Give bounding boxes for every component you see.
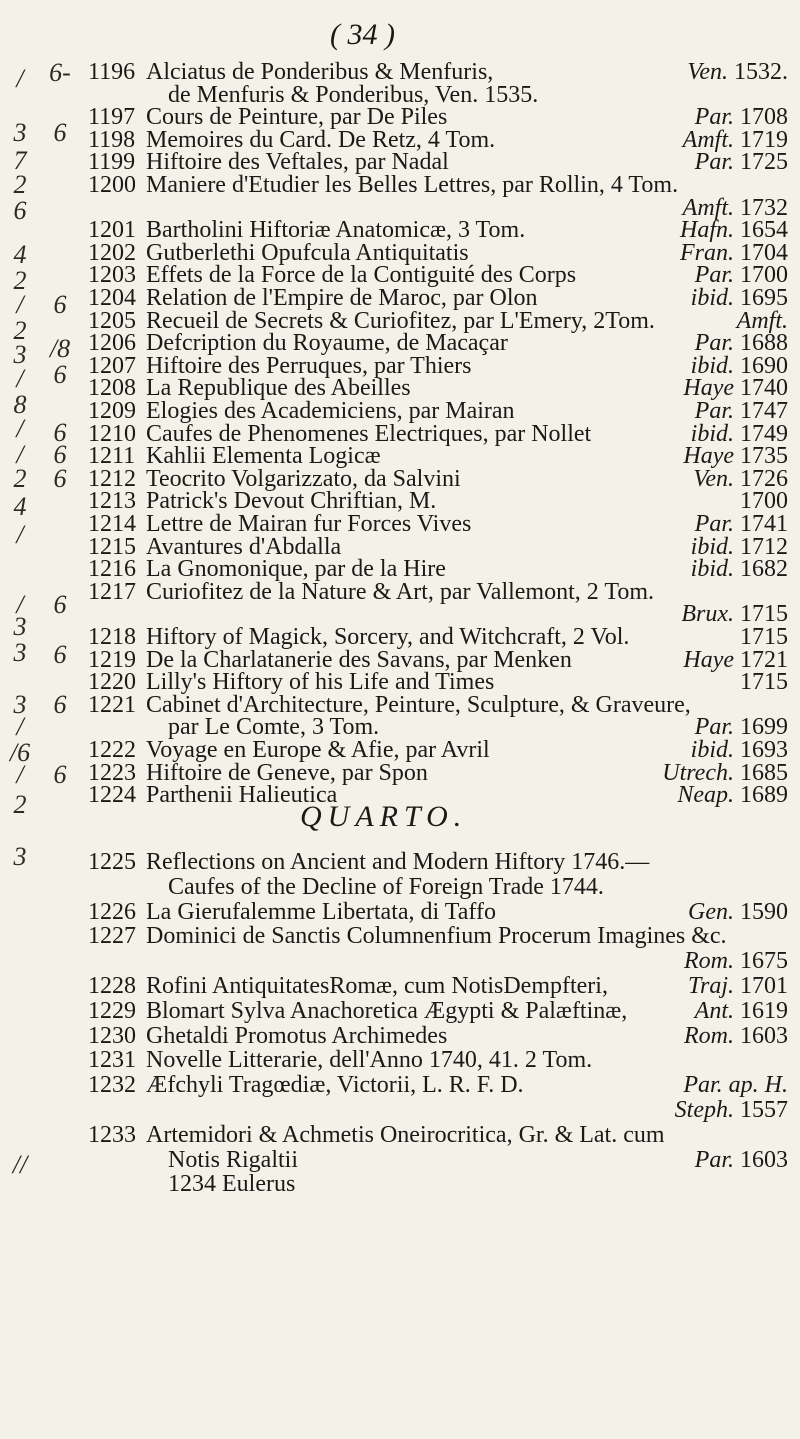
entry-title: Relation de l'Empire de Maroc, par Olon (146, 285, 538, 311)
margin-mark: / (16, 760, 24, 789)
entry-title: Teocrito Volgarizzato, da Salvini (146, 465, 461, 492)
entry-year: 1740 (734, 375, 788, 402)
entry-title: Caufes of the Decline of Foreign Trade 1744. (168, 873, 604, 900)
margin-mark: 3 (13, 340, 27, 369)
margin-mark: // (12, 1150, 28, 1179)
entry-number: 1201 (88, 217, 136, 244)
margin-mark: 2 (13, 316, 27, 345)
entry-imprint (677, 781, 788, 809)
margin-mark: 2 (13, 464, 27, 493)
margin-mark: / (16, 590, 24, 619)
entry-number: 1233 (88, 1121, 136, 1148)
margin-mark: 3 (13, 690, 27, 719)
handwritten-note: /8 (49, 334, 71, 363)
entry-year: 1708 (734, 104, 788, 131)
entry-title: Memoires du Card. De Retz, 4 Tom. (146, 126, 496, 153)
entry-number: 1204 (88, 285, 136, 311)
entry-title: Hiftory of Magick, Sorcery, and Witchcraft, 2 Vol. (146, 624, 630, 650)
entry-place: Haye (683, 375, 734, 402)
entry-title: Gutberlethi Opufcula Antiquitatis (146, 239, 469, 266)
entry-imprint (695, 1146, 788, 1174)
entry-number: 1228 (88, 973, 136, 999)
entry-number: 1197 (88, 104, 136, 131)
entry-year: 1695 (734, 285, 788, 311)
entry-title: Parthenii Halieutica (146, 782, 338, 809)
entry-year: 1712 (734, 533, 788, 560)
margin-mark: 6 (13, 196, 27, 225)
entry-number: 1206 (88, 330, 136, 357)
margin-mark: 2 (13, 790, 27, 819)
entry-number: 1205 (88, 307, 136, 334)
entry-number: 1224 (88, 782, 136, 809)
entry-number: 1213 (88, 488, 136, 515)
entry-place: ibid. (690, 533, 734, 560)
quarto-row (88, 1170, 788, 1198)
entry-number: 1221 (88, 691, 136, 718)
entry-title: par Le Comte, 3 Tom. (168, 714, 380, 741)
entry-place: Ven. (693, 465, 734, 492)
margin-mark: 4 (13, 492, 27, 521)
entry-place: Par. (694, 262, 734, 289)
entry-title: Novelle Litterarie, dell'Anno 1740, 41. 2 Tom. (146, 1047, 593, 1074)
entry-number: 1227 (88, 923, 136, 950)
entry-title: Curiofitez de la Nature & Art, par Vallemont, 2 Tom. (146, 578, 654, 605)
margin-mark: / (16, 520, 24, 549)
entry-place: ibid. (690, 285, 734, 311)
quarto-row (88, 873, 788, 901)
quarto-row (88, 1022, 788, 1050)
entry-number: 1222 (88, 737, 136, 763)
quarto-row (88, 922, 788, 950)
entry-number: 1211 (88, 443, 136, 470)
entry-title: Hiftoire des Perruques, par Thiers (146, 352, 472, 379)
quarto-row (88, 972, 788, 1000)
margin-mark: / (16, 290, 24, 319)
handwritten-note: 6 (53, 440, 67, 469)
entry-title: Hiftoire des Veftales, par Nadal (146, 149, 449, 176)
entry-title: Æfchyli Tragœdiæ, Victorii, L. R. F. D. (146, 1072, 524, 1099)
entry-place: Utrech. (662, 759, 734, 786)
entry-place: Hafn. (680, 217, 734, 244)
entry-place: Haye (683, 646, 734, 673)
entry-title: Effets de la Force de la Contiguité des Corps (146, 262, 577, 289)
entry-title: Caufes de Phenomenes Electriques, par Nollet (146, 420, 592, 447)
entry-year: 1715 (740, 624, 788, 650)
entry-place: Steph. (674, 1097, 734, 1123)
entry-title: La Gierufalemme Libertata, di Taffo (146, 898, 496, 925)
entry-number: 1218 (88, 624, 136, 650)
entry-year: 1689 (734, 782, 788, 809)
entry-place: ibid. (690, 352, 734, 379)
entry-title: De la Charlatanerie des Savans, par Menken (146, 646, 572, 673)
entry-number: 1212 (88, 465, 136, 492)
margin-mark: 2 (13, 170, 27, 199)
margin-mark: 7 (13, 146, 27, 175)
entry-title: Hiftoire de Geneve, par Spon (146, 759, 428, 786)
entry-number: 1198 (88, 126, 136, 153)
entry-title: La Republique des Abeilles (146, 375, 411, 402)
entry-place: ibid. (690, 737, 734, 763)
entry-year: 1590 (734, 898, 788, 925)
entry-title: 1234 Eulerus (168, 1171, 296, 1198)
entry-title: Rofini AntiquitatesRomæ, cum NotisDempfteri, (146, 973, 608, 999)
entry-number: 1232 (88, 1072, 136, 1099)
handwritten-note: 6 (53, 360, 67, 389)
entry-title: Kahlii Elementa Logicæ (146, 443, 381, 470)
entry-place: Haye (683, 443, 734, 470)
margin-mark: / (16, 414, 24, 443)
quarto-row (88, 1046, 788, 1074)
entry-year: 1654 (734, 217, 788, 244)
entry-title: de Menfuris & Ponderibus, Ven. 1535. (168, 81, 539, 108)
entry-title: Notis Rigaltii (168, 1146, 299, 1173)
entry-number: 1207 (88, 352, 136, 379)
entry-imprint (695, 997, 788, 1025)
entry-year: 1682 (734, 556, 788, 583)
handwritten-note: 6 (53, 418, 67, 447)
quarto-row (88, 898, 788, 926)
entry-year: 1721 (734, 646, 788, 673)
handwritten-note: 6 (53, 760, 67, 789)
entry-year: 1719 (734, 126, 788, 153)
entry-place: Par. (694, 330, 734, 357)
entry-year: 1619 (734, 997, 788, 1024)
entry-place: Gen. (688, 898, 734, 925)
entry-year: 1688 (734, 330, 788, 357)
page-number: ( 34 ) (330, 18, 395, 51)
margin-mark: 2 (13, 266, 27, 295)
entry-title: Blomart Sylva Anachoretica Ægypti & Palæftinæ, (146, 997, 628, 1024)
entry-title: Maniere d'Etudier les Belles Lettres, par Rollin, 4 Tom. (146, 172, 679, 198)
entry-year: 1741 (734, 511, 788, 537)
entry-year: 1715 (734, 601, 788, 628)
margin-mark: / (16, 440, 24, 469)
entry-title: La Gnomonique, par de la Hire (146, 556, 446, 583)
entry-place: Ven. (687, 59, 728, 85)
margin-mark: 8 (13, 390, 27, 419)
entry-place: Rom. (684, 1022, 734, 1049)
margin-mark: 3 (13, 842, 27, 871)
quarto-row (88, 997, 788, 1025)
entry-title: Defcription du Royaume, de Macaçar (146, 330, 508, 357)
entry-year: 1715 (740, 669, 788, 696)
entry-number: 1202 (88, 239, 136, 266)
entry-year: 1725 (734, 149, 788, 176)
margin-mark: / (16, 64, 24, 93)
handwritten-note: 6 (53, 464, 67, 493)
entry-place: Brux. (681, 601, 734, 628)
entry-place: Par. (694, 104, 734, 131)
entry-title: Lilly's Hiftory of his Life and Times (146, 669, 495, 696)
entry-year: 1690 (734, 352, 788, 379)
entry-place: Ant. (694, 997, 734, 1024)
entry-year: 1735 (734, 443, 788, 470)
entry-year: 1532. (728, 59, 788, 85)
handwritten-note: 6 (53, 640, 67, 669)
entry-place: Amft. (682, 126, 734, 153)
entry-number: 1217 (88, 578, 136, 605)
entry-year: 1726 (734, 465, 788, 492)
entry-imprint (675, 1096, 788, 1124)
quarto-row (88, 1121, 788, 1149)
entry-year: 1700 (740, 488, 788, 515)
entry-year: 1704 (734, 239, 788, 266)
margin-mark: /6 (9, 738, 31, 767)
entry-number: 1220 (88, 669, 136, 696)
entry-title: Cours de Peinture, par De Piles (146, 104, 448, 131)
quarto-row (88, 1071, 788, 1099)
handwritten-note: 6 (53, 590, 67, 619)
entry-number: 1229 (88, 997, 136, 1024)
entry-place: Amft. (736, 307, 788, 334)
entry-number: 1215 (88, 533, 136, 560)
entry-year: 1675 (734, 948, 788, 975)
entry-number: 1214 (88, 511, 136, 537)
entry-place: Rom. (684, 948, 734, 975)
entry-number: 1226 (88, 898, 136, 925)
entry-title: Elogies des Academiciens, par Mairan (146, 398, 515, 424)
entry-number: 1199 (88, 149, 136, 176)
entry-title: Cabinet d'Architecture, Peinture, Sculpture, & Graveure, (146, 691, 691, 718)
entry-imprint (684, 1022, 788, 1050)
entry-year: 1749 (734, 420, 788, 447)
margin-mark: 3 (13, 612, 27, 641)
section-heading-quarto: QUARTO. (300, 800, 468, 833)
entry-imprint (684, 947, 788, 975)
entry-number: 1196 (88, 59, 136, 85)
entry-number: 1200 (88, 172, 136, 198)
entry-number: 1225 (88, 849, 136, 875)
entry-place: ibid. (690, 420, 734, 447)
entry-title: Alciatus de Ponderibus & Menfuris, (146, 59, 494, 85)
entry-number: 1223 (88, 759, 136, 786)
entry-number: 1216 (88, 556, 136, 583)
entry-title: Bartholini Hiftoriæ Anatomicæ, 3 Tom. (146, 217, 526, 244)
margin-mark: 3 (13, 638, 27, 667)
entry-year: 1557 (734, 1097, 788, 1123)
entry-imprint (683, 1071, 788, 1099)
entry-place: Par. (694, 149, 734, 176)
entry-place: Par. (694, 511, 734, 537)
entry-place: Par. (694, 714, 734, 741)
margin-mark: 3 (13, 118, 27, 147)
entry-title: Artemidori & Achmetis Oneirocritica, Gr. & Lat. cum (146, 1121, 665, 1148)
entry-year: 1685 (734, 759, 788, 786)
entry-number: 1209 (88, 398, 136, 424)
entry-year: 1747 (734, 398, 788, 424)
entry-year: 1603 (734, 1022, 788, 1049)
handwritten-note: 6 (53, 690, 67, 719)
entry-year: 1699 (734, 714, 788, 741)
margin-mark: / (16, 712, 24, 741)
entry-number: 1203 (88, 262, 136, 289)
handwritten-note: 6 (53, 118, 67, 147)
entry-imprint (688, 972, 788, 1000)
entry-number: 1230 (88, 1022, 136, 1049)
entry-title: Avantures d'Abdalla (146, 533, 342, 560)
margin-mark: / (16, 364, 24, 393)
entry-number: 1219 (88, 646, 136, 673)
quarto-row (88, 1096, 788, 1124)
entry-place: Par. (694, 1146, 734, 1173)
handwritten-note: 6- (49, 58, 71, 87)
entry-year: 1603 (734, 1146, 788, 1173)
entry-year: 1700 (734, 262, 788, 289)
entry-title: Patrick's Devout Chriftian, M. (146, 488, 437, 515)
entry-place: ibid. (690, 556, 734, 583)
margin-mark: 4 (13, 240, 27, 269)
entry-place: Par. ap. H. (683, 1072, 788, 1099)
entry-year: 1701 (734, 973, 788, 999)
entry-number: 1231 (88, 1047, 136, 1074)
entry-imprint (688, 898, 788, 926)
entry-year: 1732 (734, 194, 788, 221)
entry-title: Ghetaldi Promotus Archimedes (146, 1022, 448, 1049)
entry-title: Voyage en Europe & Afie, par Avril (146, 737, 490, 763)
entry-title: Lettre de Mairan fur Forces Vives (146, 511, 472, 537)
entry-number: 1210 (88, 420, 136, 447)
entry-place: Par. (694, 398, 734, 424)
entry-title: Recueil de Secrets & Curiofitez, par L'Emery, 2Tom. (146, 307, 655, 334)
quarto-row (88, 1146, 788, 1174)
entry-place: Neap. (677, 782, 734, 809)
entry-title: Reflections on Ancient and Modern Hiftory 1746.— (146, 849, 650, 875)
entry-place: Traj. (687, 973, 734, 999)
entry-year: 1693 (734, 737, 788, 763)
entry-number: 1208 (88, 375, 136, 402)
entry-place: Amft. (682, 194, 734, 221)
handwritten-note: 6 (53, 290, 67, 319)
quarto-row (88, 848, 788, 876)
quarto-row (88, 947, 788, 975)
entry-title: Dominici de Sanctis Columnenfium Procerum Imagines &c. (146, 923, 727, 950)
entry-place: Fran. (680, 239, 734, 266)
